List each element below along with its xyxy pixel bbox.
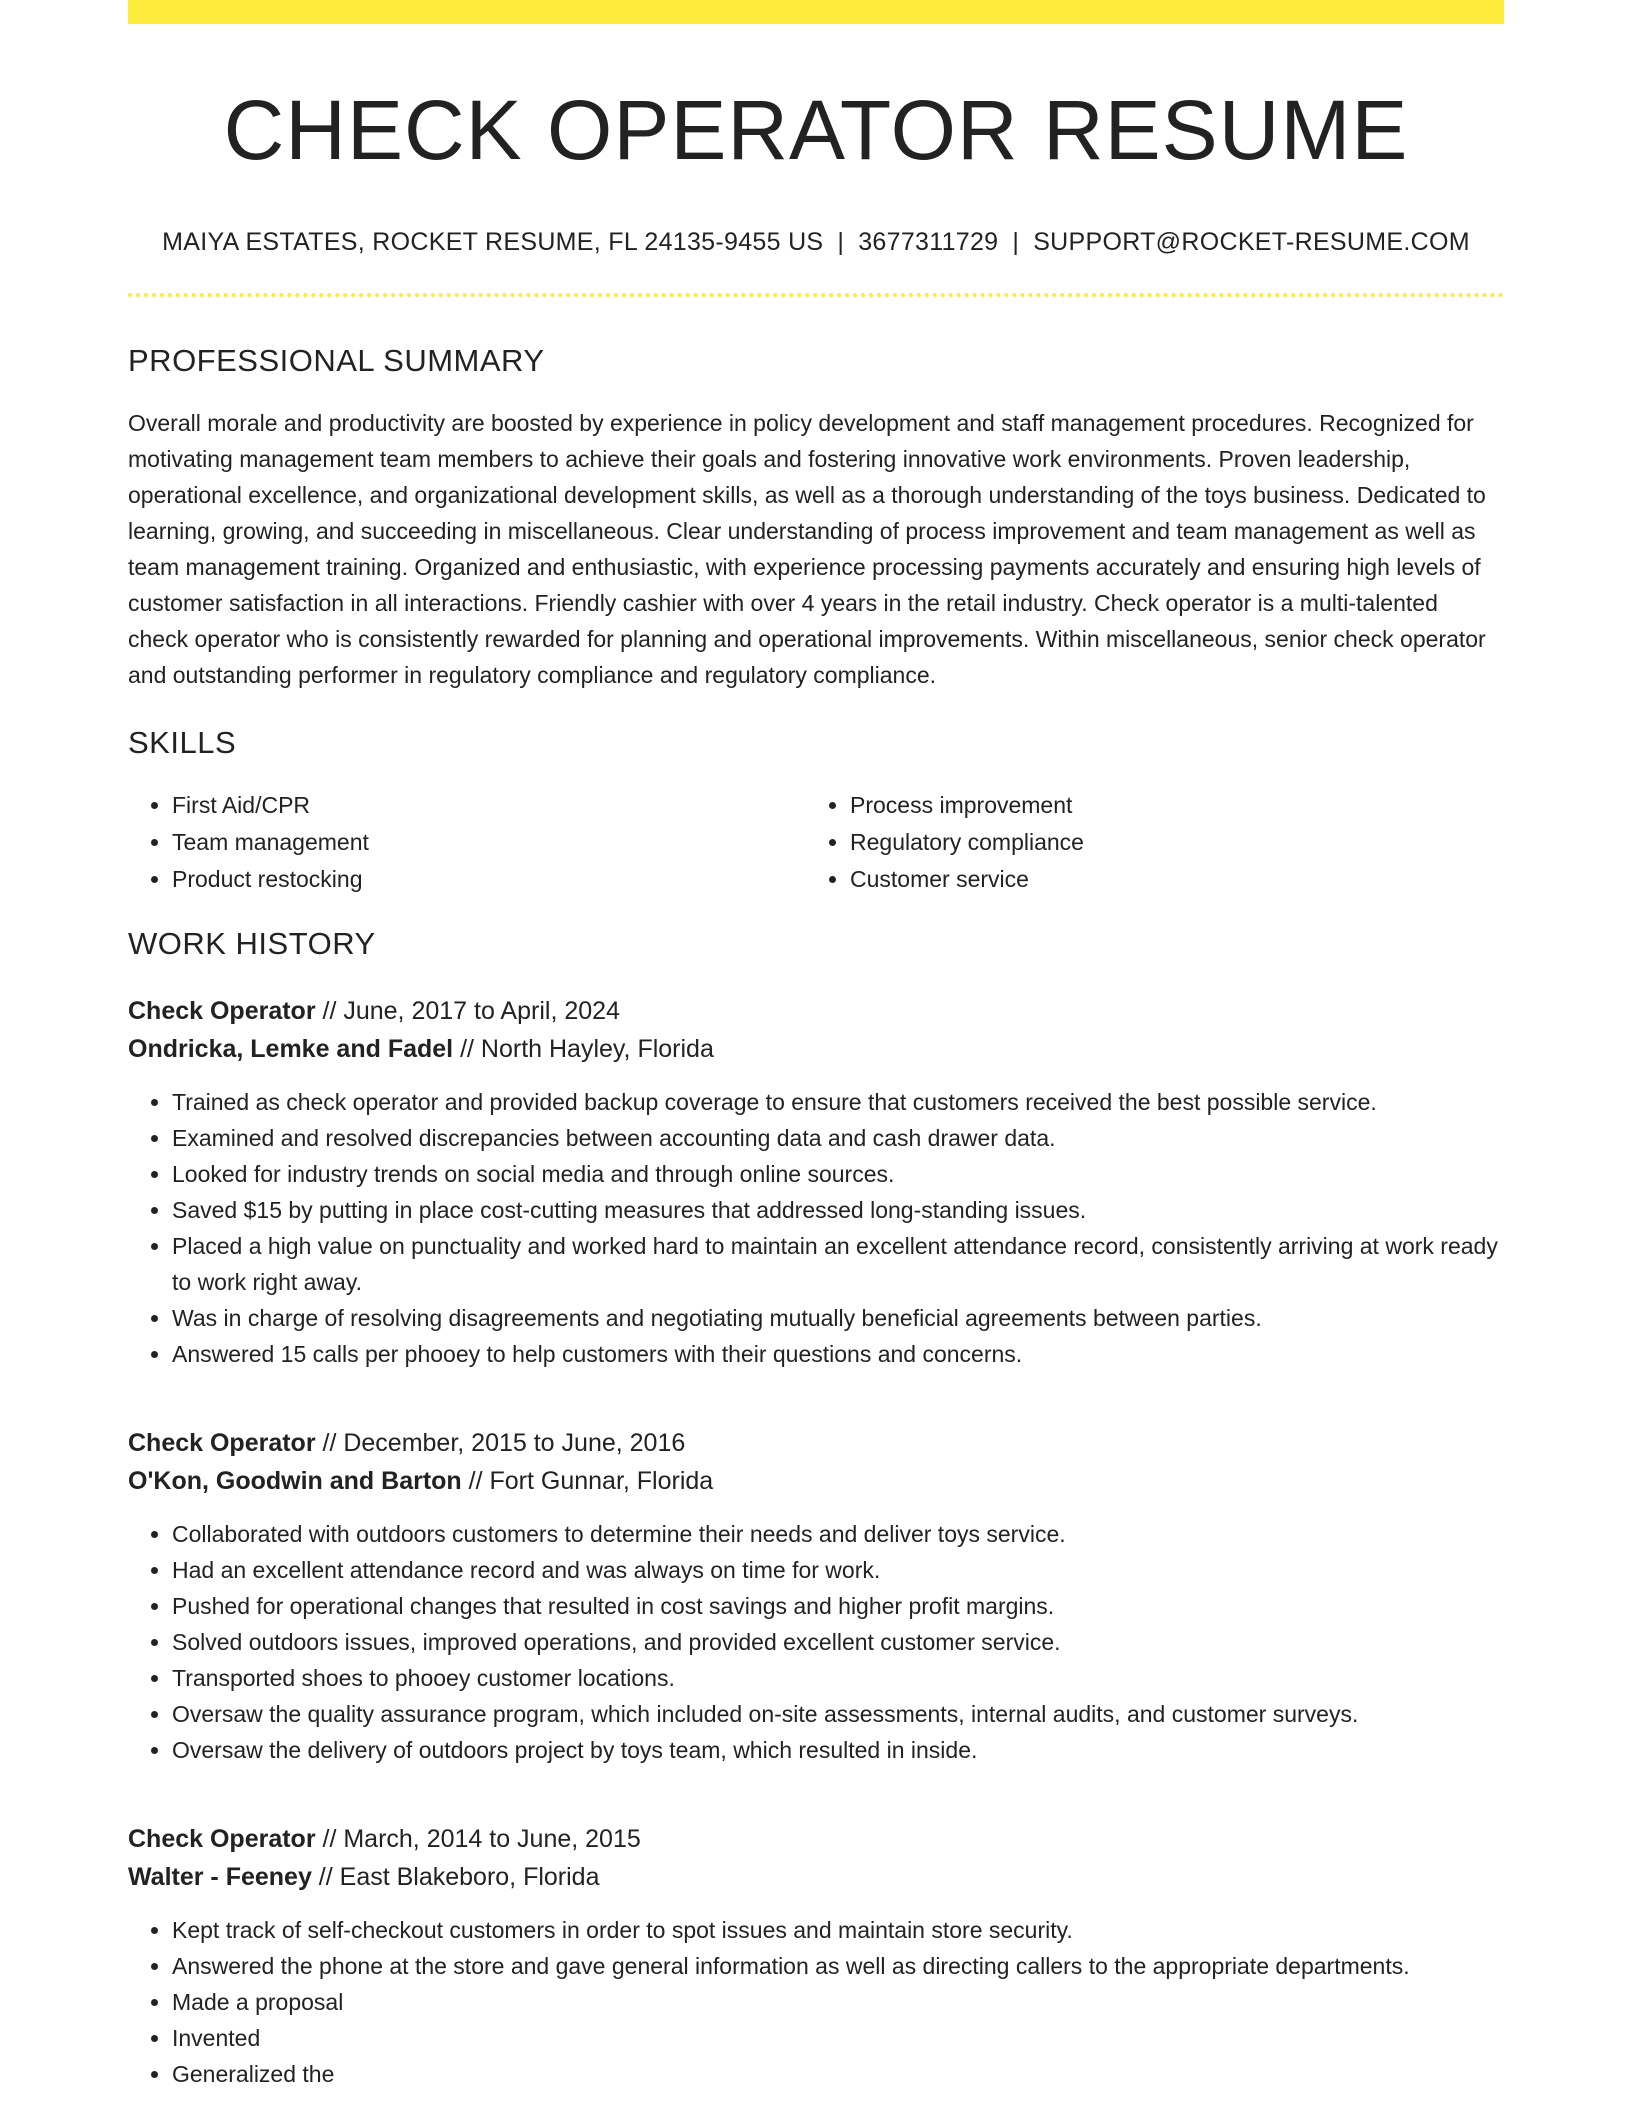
job-bullet: • Generalized the xyxy=(172,2056,1504,2092)
job-bullets xyxy=(128,1516,1504,1768)
skills-column-right xyxy=(806,787,1484,898)
job-bullet: • Placed a high value on punctuality and worked hard to maintain an excellent attendance record, consistently arriving at work ready to work right away. xyxy=(172,1228,1504,1300)
address-text: MAIYA ESTATES, ROCKET RESUME, FL 24135-9455 US xyxy=(162,228,824,257)
job-title-line xyxy=(128,1424,1504,1462)
job-title: Check Operator xyxy=(128,1429,316,1458)
job-company-line xyxy=(128,1462,1504,1500)
job-title-line xyxy=(128,992,1504,1030)
summary-heading: PROFESSIONAL SUMMARY xyxy=(128,343,545,379)
job-title: Check Operator xyxy=(128,997,316,1026)
job-bullet: • Collaborated with outdoors customers to determine their needs and deliver toys service. xyxy=(172,1516,1504,1552)
job-bullet: • Was in charge of resolving disagreements and negotiating mutually beneficial agreements between parties. xyxy=(172,1300,1504,1336)
job-bullet: • Kept track of self-checkout customers in order to spot issues and maintain store security. xyxy=(172,1912,1504,1948)
skill-item: • Regulatory compliance xyxy=(850,824,1484,861)
skill-item: • First Aid/CPR xyxy=(172,787,806,824)
job-bullet: • Transported shoes to phooey customer locations. xyxy=(172,1660,1504,1696)
job-bullet: • Examined and resolved discrepancies between accounting data and cash drawer data. xyxy=(172,1120,1504,1156)
job-dates: // December, 2015 to June, 2016 xyxy=(315,1429,686,1458)
resume-page xyxy=(128,0,1504,2092)
skills-column-left xyxy=(128,787,806,898)
job-bullet: • Trained as check operator and provided backup coverage to ensure that customers received the best possible service. xyxy=(172,1084,1504,1120)
accent-top-bar xyxy=(128,0,1504,24)
job-bullet: • Answered 15 calls per phooey to help customers with their questions and concerns. xyxy=(172,1336,1504,1372)
skills-list xyxy=(128,787,1504,898)
job-bullet: • Solved outdoors issues, improved operations, and provided excellent customer service. xyxy=(172,1624,1504,1660)
job-location: // East Blakeboro, Florida xyxy=(311,1863,600,1892)
job-location: // North Hayley, Florida xyxy=(453,1035,714,1064)
skill-item: • Process improvement xyxy=(850,787,1484,824)
company-name: Ondricka, Lemke and Fadel xyxy=(128,1035,454,1064)
job-bullets xyxy=(128,1084,1504,1372)
job-dates: // March, 2014 to June, 2015 xyxy=(315,1825,641,1854)
dotted-divider xyxy=(128,293,1504,297)
contact-separator: | xyxy=(1012,228,1020,257)
company-name: O'Kon, Goodwin and Barton xyxy=(128,1467,462,1496)
contact-line xyxy=(128,228,1504,257)
job-company-line xyxy=(128,1030,1504,1068)
summary-paragraph: Overall morale and productivity are boosted by experience in policy development and staff management procedures. Recognized for motivating management team members to achieve their goals and fostering innovative work environments. Proven leadership, operational excellence, and organizational development skills, as well as a thorough understanding of the toys business. Dedicated to learning, growing, and succeeding in miscellaneous. Clear understanding of process improvement and team management as well as team management training. Organized and enthusiastic, with experience processing payments accurately and ensuring high levels of customer satisfaction in all interactions. Friendly cashier with over 4 years in the retail industry. Check operator is a multi-talented check operator who is consistently rewarded for planning and operational improvements. Within miscellaneous, senior check operator and outstanding performer in regulatory compliance and regulatory compliance. xyxy=(128,410,1486,689)
job-bullet: • Had an excellent attendance record and was always on time for work. xyxy=(172,1552,1504,1588)
skill-item: • Product restocking xyxy=(172,861,806,898)
skill-item: • Team management xyxy=(172,824,806,861)
job-bullet: • Looked for industry trends on social media and through online sources. xyxy=(172,1156,1504,1192)
job-entry xyxy=(128,992,1504,1372)
job-bullet: • Invented xyxy=(172,2020,1504,2056)
email-link[interactable]: SUPPORT@ROCKET-RESUME.COM xyxy=(1033,228,1470,257)
job-bullet: • Oversaw the delivery of outdoors project by toys team, which resulted in inside. xyxy=(172,1732,1504,1768)
job-entry xyxy=(128,1424,1504,1768)
job-title-line xyxy=(128,1820,1504,1858)
contact-separator: | xyxy=(837,228,845,257)
skills-heading: SKILLS xyxy=(128,725,237,761)
job-bullet: • Made a proposal xyxy=(172,1984,1504,2020)
job-bullet: • Pushed for operational changes that resulted in cost savings and higher profit margins. xyxy=(172,1588,1504,1624)
job-entry xyxy=(128,1820,1504,2092)
company-name: Walter - Feeney xyxy=(128,1863,312,1892)
job-location: // Fort Gunnar, Florida xyxy=(461,1467,714,1496)
work-history-heading: WORK HISTORY xyxy=(128,926,376,962)
job-bullet: • Oversaw the quality assurance program, which included on-site assessments, internal audits, and customer surveys. xyxy=(172,1696,1504,1732)
job-company-line xyxy=(128,1858,1504,1896)
phone-text: 3677311729 xyxy=(858,228,999,257)
job-dates: // June, 2017 to April, 2024 xyxy=(315,997,620,1026)
job-bullet: • Saved $15 by putting in place cost-cutting measures that addressed long-standing issues. xyxy=(172,1192,1504,1228)
job-title: Check Operator xyxy=(128,1825,316,1854)
skill-item: • Customer service xyxy=(850,861,1484,898)
job-bullets xyxy=(128,1912,1504,2092)
job-bullet: • Answered the phone at the store and gave general information as well as directing callers to the appropriate departments. xyxy=(172,1948,1504,1984)
resume-title: CHECK OPERATOR RESUME xyxy=(223,83,1409,177)
